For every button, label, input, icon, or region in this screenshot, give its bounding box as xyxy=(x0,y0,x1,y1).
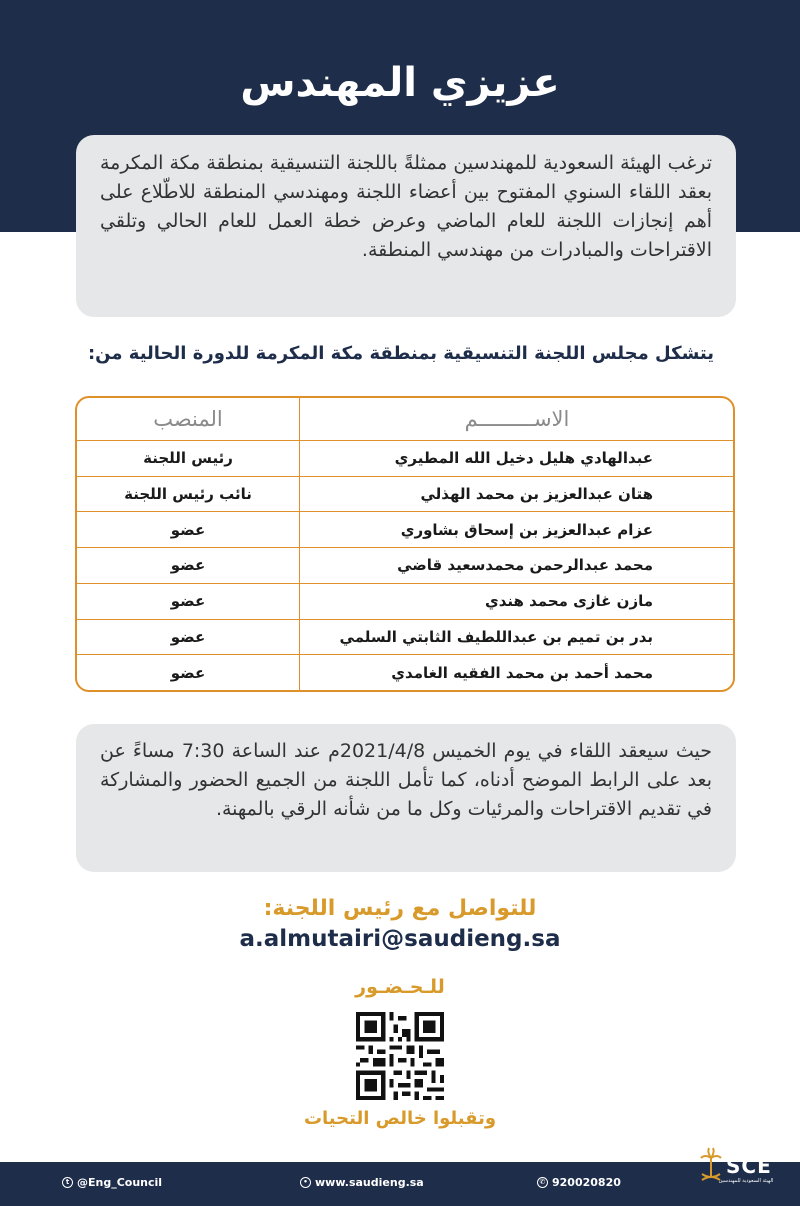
globe-icon: • xyxy=(300,1177,311,1188)
member-name: محمد أحمد بن محمد الفقيه الغامدي xyxy=(300,655,734,690)
table-row xyxy=(77,512,733,548)
member-name: مازن غازى محمد هندي xyxy=(300,583,734,619)
footer xyxy=(0,1162,800,1206)
table-row xyxy=(77,583,733,619)
footer-twitter[interactable] xyxy=(62,1176,162,1189)
member-position: عضو xyxy=(77,583,300,619)
footer-website[interactable] xyxy=(300,1176,424,1189)
logo-subtitle: الهيئة السعودية للمهندسين xyxy=(718,1178,774,1184)
qr-code[interactable] xyxy=(356,1012,444,1100)
footer-phone[interactable] xyxy=(537,1176,621,1189)
intro-text: ترغب الهيئة السعودية للمهندسين ممثلةً باللجنة التنسيقية بمنطقة مكة المكرمة بعقد اللقاء السنوي المفتوح بين أعضاء اللجنة ومهندسي المنطقة للاطّلاع على أهم إنجازات اللجنة للعام الماضي وعرض خطة العمل للعام الحالي وتلقي الاقتراحات والمبادرات من مهندسي المنطقة. xyxy=(100,152,712,261)
committee-heading: يتشكل مجلس اللجنة التنسيقية بمنطقة مكة المكرمة للدورة الحالية من: xyxy=(87,343,714,364)
member-position: عضو xyxy=(170,663,206,682)
table-row xyxy=(77,548,733,584)
member-position: نائب رئيس اللجنة xyxy=(77,476,300,512)
member-name: بدر بن تميم بن عبداللطيف الثابتي السلمي xyxy=(300,619,734,655)
contact-email-link[interactable]: a.almutairi@saudieng.sa xyxy=(239,926,561,952)
member-name: عزام عبدالعزيز بن إسحاق بشاوري xyxy=(300,512,734,548)
member-name: عبدالهادي هليل دخيل الله المطيري xyxy=(300,441,734,477)
twitter-icon: t xyxy=(62,1177,73,1188)
meeting-card xyxy=(76,724,736,872)
contact-label: للتواصل مع رئيس اللجنة: xyxy=(263,896,537,921)
member-position: عضو xyxy=(77,548,300,584)
logo-wordmark: SCE xyxy=(726,1154,772,1178)
committee-table xyxy=(75,396,735,692)
phone-icon: ✆ xyxy=(537,1177,548,1188)
member-name: محمد عبدالرحمن محمدسعيد قاضي xyxy=(300,548,734,584)
member-name: هتان عبدالعزيز بن محمد الهذلي xyxy=(300,476,734,512)
column-header-name: الاســـــــــم xyxy=(300,398,734,441)
member-position: رئيس اللجنة xyxy=(77,441,300,477)
member-position: عضو xyxy=(77,512,300,548)
footer-phone-number: 920020820 xyxy=(552,1176,621,1189)
table-row xyxy=(77,619,733,655)
footer-twitter-handle: @Eng_Council xyxy=(77,1176,163,1189)
table-row xyxy=(77,655,733,690)
meeting-text: حيث سيعقد اللقاء في يوم الخميس 2021/4/8م عند الساعة 7:30 مساءً عن بعد على الرابط الموضح أدناه، كما تأمل اللجنة من الجميع الحضور والمشاركة في تقديم الاقتراحات والمرئيات وكل ما من شأنه الرقي بالمهنة. xyxy=(100,740,712,820)
table-header-row xyxy=(77,398,733,441)
page-title: عزيزي المهندس xyxy=(240,60,560,106)
closing-text: وتقبلوا خالص التحيات xyxy=(303,1108,497,1129)
member-position: عضو xyxy=(77,619,300,655)
attend-label: للـحـضـور xyxy=(355,976,445,998)
table-row xyxy=(77,476,733,512)
column-header-position: المنصب xyxy=(77,398,300,441)
table-row xyxy=(77,441,733,477)
intro-card xyxy=(76,135,736,317)
footer-website-text: www.saudieng.sa xyxy=(315,1176,424,1189)
